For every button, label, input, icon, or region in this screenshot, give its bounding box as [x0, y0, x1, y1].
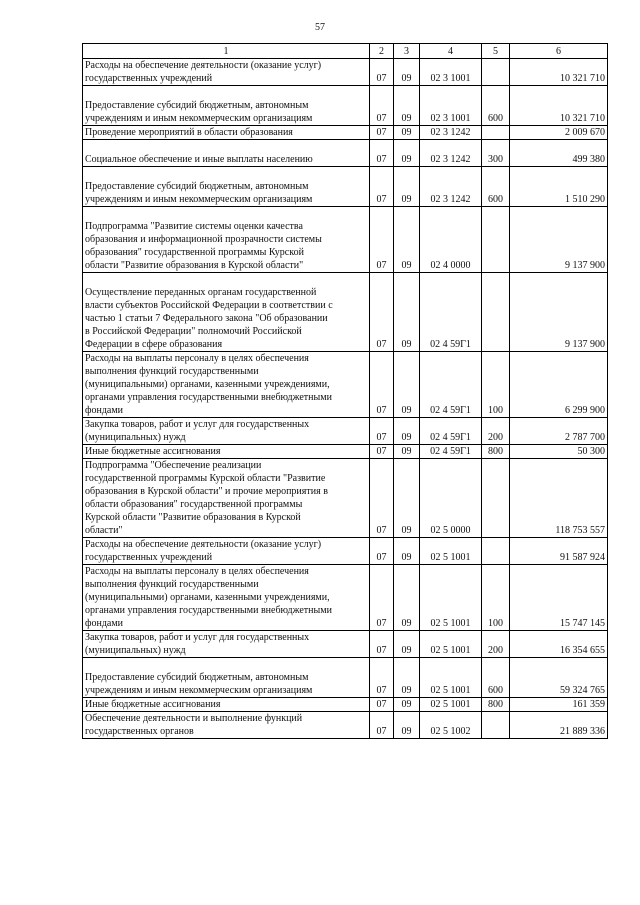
- table-row: [83, 459, 608, 538]
- row-section-cell: 07: [370, 538, 394, 565]
- row-target-code-cell: 02 5 0000: [420, 459, 482, 538]
- row-target-code-cell: 02 5 1001: [420, 698, 482, 712]
- row-subsection-cell: 09: [394, 565, 420, 631]
- row-amount-cell: 118 753 557: [510, 459, 608, 538]
- row-target-code-cell: 02 3 1242: [420, 140, 482, 167]
- row-section-cell: 07: [370, 167, 394, 207]
- row-section-cell: 07: [370, 140, 394, 167]
- row-expense-type-cell: [482, 207, 510, 273]
- row-subsection-cell: 09: [394, 86, 420, 126]
- row-name-cell: Иные бюджетные ассигнования: [83, 698, 370, 712]
- row-section-cell: 07: [370, 59, 394, 86]
- row-target-code-cell: 02 4 59Г1: [420, 418, 482, 445]
- row-name-cell: Расходы на обеспечение деятельности (оказание услуг) государственных учреждений: [83, 538, 370, 565]
- row-name-cell: Осуществление переданных органам государственной власти субъектов Российской Федерации в соответствии с частью 1 статьи 7 Федерального закона "Об образовании в Российской Федерации" полномочий Российской Федерации в сфере образования: [83, 273, 370, 352]
- row-subsection-cell: 09: [394, 167, 420, 207]
- table-row: [83, 126, 608, 140]
- budget-table: [82, 43, 608, 739]
- row-amount-cell: 2 787 700: [510, 418, 608, 445]
- table-row: [83, 352, 608, 418]
- row-amount-cell: 6 299 900: [510, 352, 608, 418]
- row-name-cell: Обеспечение деятельности и выполнение функций государственных органов: [83, 712, 370, 739]
- row-expense-type-cell: [482, 538, 510, 565]
- row-amount-cell: 50 300: [510, 445, 608, 459]
- row-amount-cell: 59 324 765: [510, 658, 608, 698]
- row-target-code-cell: 02 5 1001: [420, 538, 482, 565]
- row-expense-type-cell: [482, 273, 510, 352]
- row-subsection-cell: 09: [394, 445, 420, 459]
- row-section-cell: 07: [370, 631, 394, 658]
- header-cell-name: 1: [83, 44, 370, 59]
- row-target-code-cell: 02 4 0000: [420, 207, 482, 273]
- row-section-cell: 07: [370, 352, 394, 418]
- row-expense-type-cell: 600: [482, 167, 510, 207]
- row-name-cell: Расходы на обеспечение деятельности (оказание услуг) государственных учреждений: [83, 59, 370, 86]
- header-cell-expense-type: 5: [482, 44, 510, 59]
- row-subsection-cell: 09: [394, 352, 420, 418]
- row-amount-cell: 91 587 924: [510, 538, 608, 565]
- header-cell-section: 2: [370, 44, 394, 59]
- row-expense-type-cell: 100: [482, 565, 510, 631]
- row-name-cell: Социальное обеспечение и иные выплаты населению: [83, 140, 370, 167]
- row-amount-cell: 1 510 290: [510, 167, 608, 207]
- row-subsection-cell: 09: [394, 126, 420, 140]
- header-cell-amount: 6: [510, 44, 608, 59]
- header-cell-subsection: 3: [394, 44, 420, 59]
- row-subsection-cell: 09: [394, 538, 420, 565]
- table-row: [83, 658, 608, 698]
- row-subsection-cell: 09: [394, 658, 420, 698]
- row-section-cell: 07: [370, 207, 394, 273]
- table-row: [83, 207, 608, 273]
- row-name-cell: Подпрограмма "Обеспечение реализации государственной программы Курской области "Развитие образования в Курской области" и прочие мероприятия в области образования" государственной программы Курской области "Развитие образования в Курской области": [83, 459, 370, 538]
- row-section-cell: 07: [370, 418, 394, 445]
- table-header-row: [83, 44, 608, 59]
- table-row: [83, 167, 608, 207]
- row-subsection-cell: 09: [394, 207, 420, 273]
- row-subsection-cell: 09: [394, 698, 420, 712]
- row-expense-type-cell: 600: [482, 658, 510, 698]
- table-row: [83, 140, 608, 167]
- row-target-code-cell: 02 3 1001: [420, 59, 482, 86]
- table-row: [83, 565, 608, 631]
- row-subsection-cell: 09: [394, 418, 420, 445]
- row-section-cell: 07: [370, 459, 394, 538]
- row-expense-type-cell: 200: [482, 631, 510, 658]
- row-expense-type-cell: 300: [482, 140, 510, 167]
- row-subsection-cell: 09: [394, 140, 420, 167]
- table-row: [83, 631, 608, 658]
- row-expense-type-cell: 200: [482, 418, 510, 445]
- row-name-cell: Иные бюджетные ассигнования: [83, 445, 370, 459]
- row-amount-cell: 16 354 655: [510, 631, 608, 658]
- row-target-code-cell: 02 5 1001: [420, 658, 482, 698]
- row-section-cell: 07: [370, 712, 394, 739]
- row-target-code-cell: 02 5 1001: [420, 565, 482, 631]
- table-row: [83, 538, 608, 565]
- row-target-code-cell: 02 4 59Г1: [420, 445, 482, 459]
- row-target-code-cell: 02 4 59Г1: [420, 352, 482, 418]
- table-row: [83, 273, 608, 352]
- row-name-cell: Проведение мероприятий в области образования: [83, 126, 370, 140]
- row-name-cell: Закупка товаров, работ и услуг для государственных (муниципальных) нужд: [83, 631, 370, 658]
- table-row: [83, 445, 608, 459]
- row-section-cell: 07: [370, 565, 394, 631]
- row-amount-cell: 10 321 710: [510, 59, 608, 86]
- row-target-code-cell: 02 5 1002: [420, 712, 482, 739]
- row-section-cell: 07: [370, 86, 394, 126]
- row-name-cell: Подпрограмма "Развитие системы оценки качества образования и информационной прозрачности системы образования" государственной программы Курской области "Развитие образования в Курской области": [83, 207, 370, 273]
- table-row: [83, 59, 608, 86]
- row-target-code-cell: 02 3 1001: [420, 86, 482, 126]
- table-row: [83, 698, 608, 712]
- row-name-cell: Расходы на выплаты персоналу в целях обеспечения выполнения функций государственными (муниципальными) органами, казенными учреждениями, органами управления государственными внебюджетными фондами: [83, 565, 370, 631]
- table-row: [83, 712, 608, 739]
- row-subsection-cell: 09: [394, 712, 420, 739]
- table-row: [83, 418, 608, 445]
- row-name-cell: Расходы на выплаты персоналу в целях обеспечения выполнения функций государственными (муниципальными) органами, казенными учреждениями, органами управления государственными внебюджетными фондами: [83, 352, 370, 418]
- row-amount-cell: 499 380: [510, 140, 608, 167]
- row-target-code-cell: 02 3 1242: [420, 167, 482, 207]
- row-amount-cell: 10 321 710: [510, 86, 608, 126]
- row-expense-type-cell: 800: [482, 698, 510, 712]
- row-section-cell: 07: [370, 126, 394, 140]
- row-subsection-cell: 09: [394, 459, 420, 538]
- row-expense-type-cell: [482, 459, 510, 538]
- row-amount-cell: 15 747 145: [510, 565, 608, 631]
- row-amount-cell: 9 137 900: [510, 273, 608, 352]
- page-number: 57: [315, 22, 325, 33]
- row-section-cell: 07: [370, 658, 394, 698]
- row-amount-cell: 161 359: [510, 698, 608, 712]
- row-amount-cell: 9 137 900: [510, 207, 608, 273]
- table-row: [83, 86, 608, 126]
- row-amount-cell: 2 009 670: [510, 126, 608, 140]
- row-name-cell: Закупка товаров, работ и услуг для государственных (муниципальных) нужд: [83, 418, 370, 445]
- row-subsection-cell: 09: [394, 631, 420, 658]
- row-name-cell: Предоставление субсидий бюджетным, автономным учреждениям и иным некоммерческим организациям: [83, 167, 370, 207]
- row-amount-cell: 21 889 336: [510, 712, 608, 739]
- row-expense-type-cell: 800: [482, 445, 510, 459]
- row-section-cell: 07: [370, 273, 394, 352]
- row-expense-type-cell: 600: [482, 86, 510, 126]
- row-subsection-cell: 09: [394, 273, 420, 352]
- row-target-code-cell: 02 4 59Г1: [420, 273, 482, 352]
- row-subsection-cell: 09: [394, 59, 420, 86]
- row-expense-type-cell: 100: [482, 352, 510, 418]
- row-name-cell: Предоставление субсидий бюджетным, автономным учреждениям и иным некоммерческим организациям: [83, 658, 370, 698]
- header-cell-target-code: 4: [420, 44, 482, 59]
- row-target-code-cell: 02 5 1001: [420, 631, 482, 658]
- row-section-cell: 07: [370, 698, 394, 712]
- row-target-code-cell: 02 3 1242: [420, 126, 482, 140]
- row-expense-type-cell: [482, 712, 510, 739]
- row-section-cell: 07: [370, 445, 394, 459]
- row-expense-type-cell: [482, 59, 510, 86]
- row-expense-type-cell: [482, 126, 510, 140]
- row-name-cell: Предоставление субсидий бюджетным, автономным учреждениям и иным некоммерческим организациям: [83, 86, 370, 126]
